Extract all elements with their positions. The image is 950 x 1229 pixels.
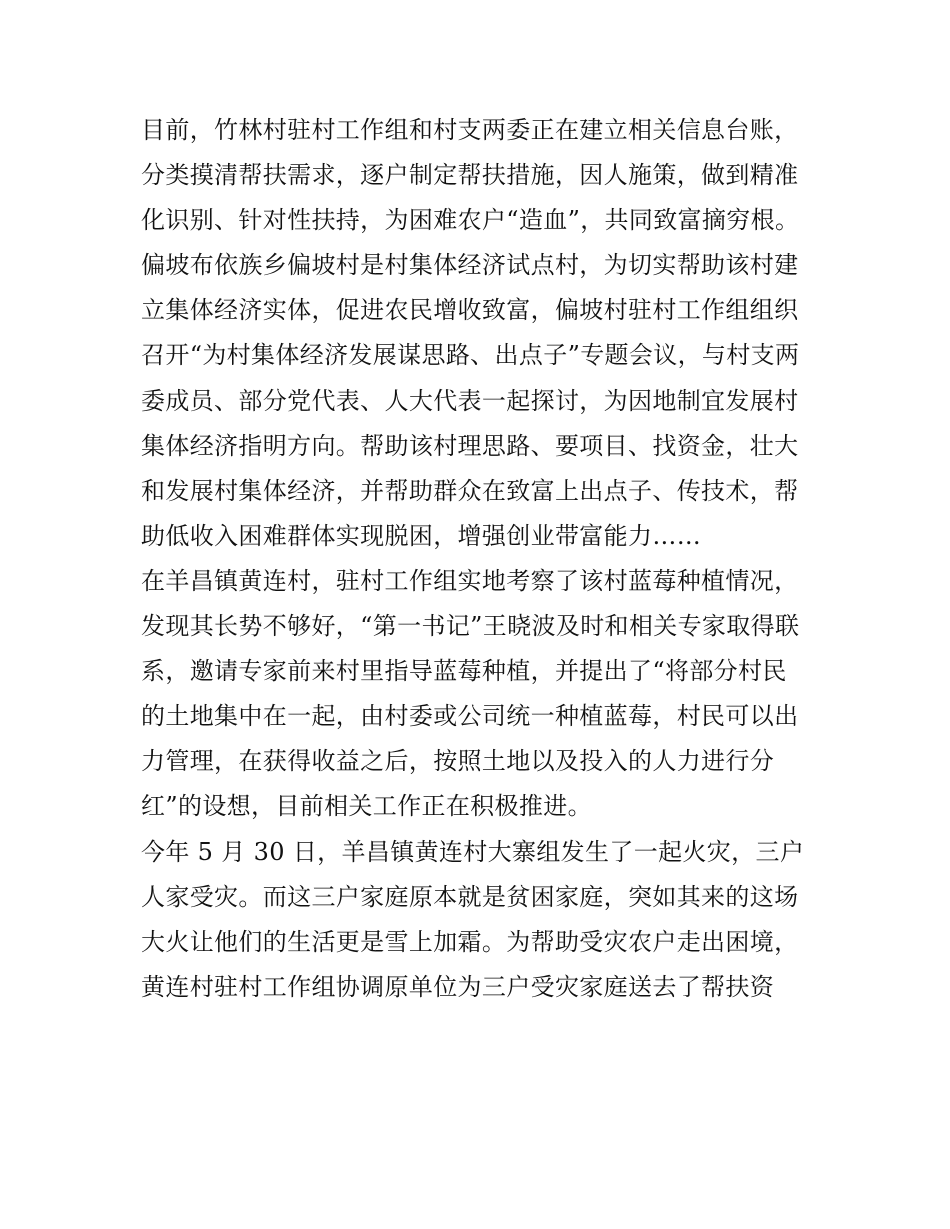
text-line: 偏坡布依族乡偏坡村是村集体经济试点村，为切实帮助该村建 xyxy=(141,251,799,280)
text-line: 发现其长势不够好，“第一书记”王晓波及时和相关专家取得联 xyxy=(141,612,800,641)
text-line: 和发展村集体经济，并帮助群众在致富上出点子、传技术，帮 xyxy=(141,476,799,505)
text-line: 系，邀请专家前来村里指导蓝莓种植，并提出了“将部分村民 xyxy=(141,657,787,686)
text-line: 今年 5 月 30 日，羊昌镇黄连村大寨组发生了一起火灾，三户 xyxy=(141,837,805,866)
text-line: 红”的设想，目前相关工作正在积极推进。 xyxy=(141,792,592,821)
text-line: 集体经济指明方向。帮助该村理思路、要项目、找资金，壮大 xyxy=(141,431,799,460)
text-line: 立集体经济实体，促进农民增收致富，偏坡村驻村工作组组织 xyxy=(141,296,799,325)
text-line: 力管理，在获得收益之后，按照土地以及投入的人力进行分 xyxy=(141,747,775,776)
text-line: 分类摸清帮扶需求，逐户制定帮扶措施，因人施策，做到精准 xyxy=(141,161,799,190)
body-text xyxy=(141,108,821,1010)
text-line: 目前，竹林村驻村工作组和村支两委正在建立相关信息台账， xyxy=(141,116,799,144)
text-line: 黄连村驻村工作组协调原单位为三户受灾家庭送去了帮扶资 xyxy=(141,972,775,1001)
text-line: 的土地集中在一起，由村委或公司统一种植蓝莓，村民可以出 xyxy=(141,702,799,731)
text-line: 助低收入困难群体实现脱困，增强创业带富能力…… xyxy=(141,521,702,550)
text-line: 大火让他们的生活更是雪上加霜。为帮助受灾农户走出困境， xyxy=(141,927,799,956)
text-line: 委成员、部分党代表、人大代表一起探讨，为因地制宜发展村 xyxy=(141,386,799,415)
text-line: 化识别、针对性扶持，为困难农户“造血”，共同致富摘穷根。 xyxy=(141,206,800,235)
text-line: 人家受灾。而这三户家庭原本就是贫困家庭，突如其来的这场 xyxy=(141,882,799,911)
text-line: 在羊昌镇黄连村，驻村工作组实地考察了该村蓝莓种植情况， xyxy=(141,566,799,595)
text-line: 召开“为村集体经济发展谋思路、出点子”专题会议，与村支两 xyxy=(141,341,800,370)
